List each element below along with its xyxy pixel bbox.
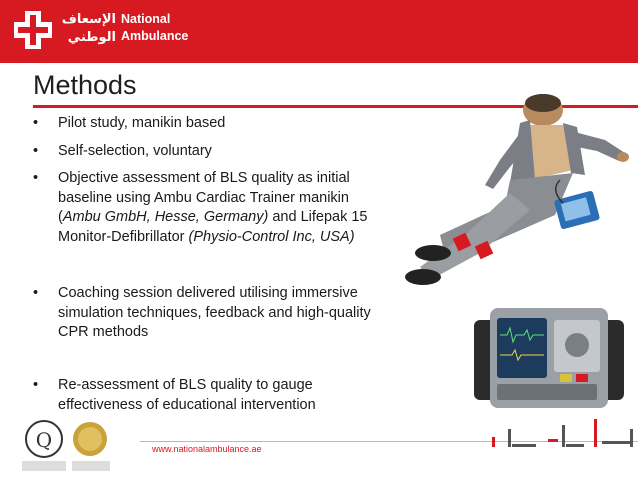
- slide-title: Methods: [33, 70, 137, 100]
- bullet-text: Self-selection, voluntary: [58, 143, 212, 159]
- ambulance-logo-icon: [13, 9, 53, 51]
- bullet-text: [58, 376, 418, 415]
- svg-text:Q: Q: [35, 428, 53, 452]
- org-arabic-line2: الوطني: [67, 30, 116, 45]
- footer-url: www.nationalambulance.ae: [152, 444, 262, 454]
- defibrillator-image: [472, 300, 627, 415]
- paren: (: [58, 209, 63, 225]
- bullet-line: Monitor-Defibrillator: [58, 228, 189, 245]
- bullet-line: baseline using Ambu Cardiac Trainer manikin: [58, 189, 349, 206]
- bullet-dot: •: [33, 377, 39, 393]
- manikin-image: [305, 85, 635, 295]
- bullet-dot: •: [33, 115, 39, 131]
- bullet-line: simulation techniques, feedback and high-quality: [58, 304, 371, 321]
- bullet-dot: •: [33, 143, 39, 159]
- bullet-text: Pilot study, manikin based: [58, 115, 226, 131]
- arabic-calligraphy: [490, 415, 638, 451]
- org-english-line2: Ambulance: [121, 29, 189, 43]
- org-arabic-line1: الإسعاف: [61, 12, 116, 27]
- bullet-line: effectiveness of educational intervention: [58, 396, 316, 413]
- list-item: [33, 376, 418, 415]
- bullet-dot: •: [33, 285, 39, 301]
- bullet-line: and Lifepak 15: [268, 209, 368, 225]
- bullet-line: Re-assessment of BLS quality to gauge: [58, 377, 313, 393]
- header-bar: [0, 0, 638, 63]
- bullet-line-italic: Ambu GmbH, Hesse, Germany): [62, 209, 269, 225]
- org-english-line1: National: [121, 12, 171, 26]
- bullet-line: Coaching session delivered utilising immersive: [58, 285, 358, 301]
- bullet-line-italic: (Physio-Control Inc, USA): [188, 228, 355, 245]
- certification-logos: [8, 417, 118, 475]
- bullet-dot: •: [33, 170, 39, 186]
- bullet-line: Objective assessment of BLS quality as initial: [58, 170, 350, 186]
- bullet-line: CPR methods: [58, 324, 149, 340]
- org-name-english: [121, 11, 188, 45]
- org-name-arabic: [58, 11, 116, 47]
